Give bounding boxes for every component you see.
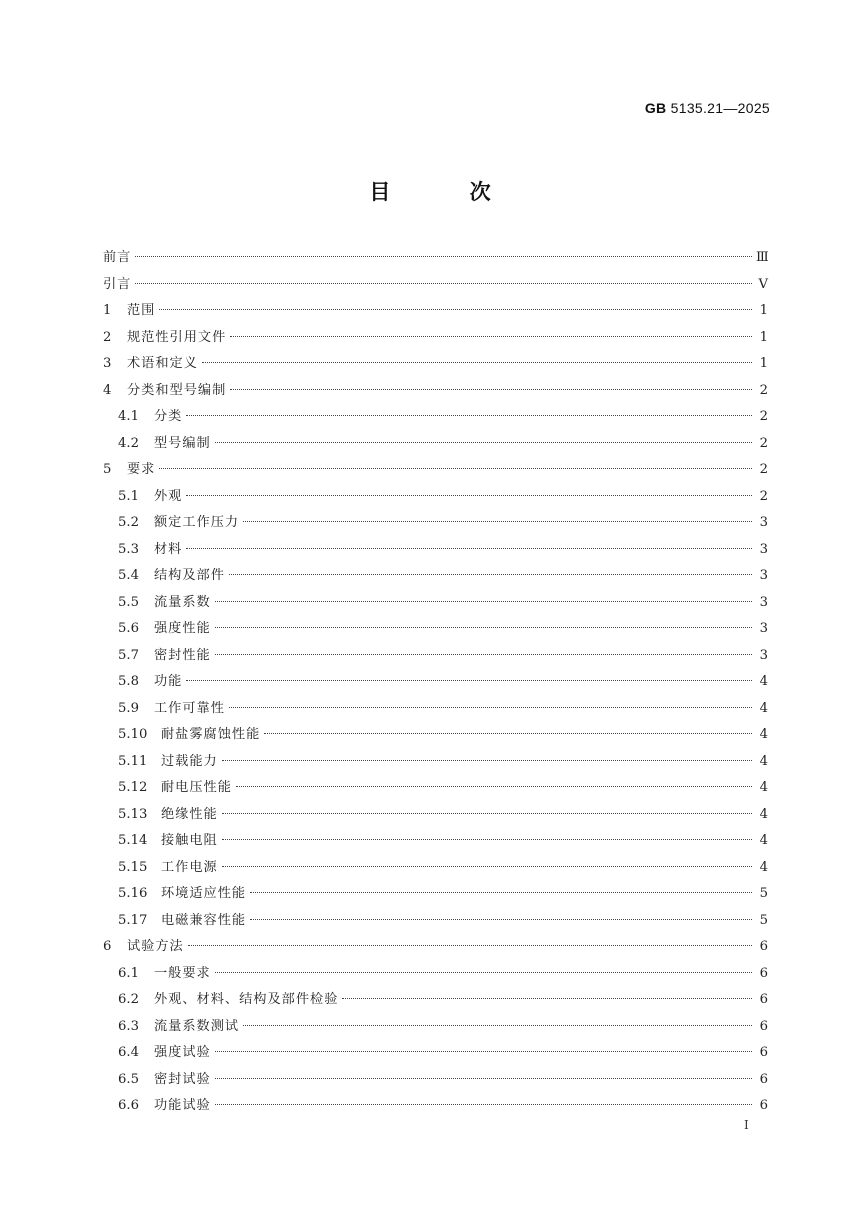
toc-entry-number: 1 [103, 303, 112, 318]
toc-dot-leader [222, 760, 752, 761]
toc-dot-leader [264, 733, 752, 734]
toc-entry-page: 3 [759, 647, 768, 663]
toc-entry[interactable] [103, 537, 768, 564]
toc-entry[interactable] [103, 669, 768, 696]
toc-entry-number: 5.3 [118, 541, 139, 557]
toc-entry-number: 5.16 [118, 886, 148, 901]
toc-entry-page: 4 [759, 700, 768, 716]
toc-entry-number: 4.1 [118, 409, 139, 424]
toc-entry-page: 2 [759, 382, 768, 398]
toc-entry[interactable] [103, 1093, 768, 1120]
toc-entry-number: 5.6 [118, 621, 139, 636]
toc-entry-page: 1 [759, 356, 768, 371]
toc-entry[interactable] [103, 484, 768, 511]
toc-entry-label: 引言 [103, 276, 132, 292]
toc-dot-leader [243, 1025, 752, 1026]
toc-dot-leader [229, 574, 752, 575]
toc-dot-leader [230, 336, 752, 337]
toc-dot-leader [186, 415, 752, 416]
toc-entry[interactable] [103, 961, 768, 988]
toc-entry-page: 6 [759, 939, 768, 954]
toc-entry[interactable] [103, 855, 768, 882]
toc-entry-page: 5 [759, 912, 768, 928]
toc-dot-leader [186, 495, 752, 496]
toc-entry-label: 分类 [154, 409, 183, 424]
toc-entry[interactable] [103, 643, 768, 670]
toc-dot-leader [243, 521, 752, 522]
toc-entry-number: 5.7 [118, 647, 139, 663]
toc-entry-page: 1 [759, 303, 768, 318]
toc-entry-page: 3 [759, 594, 768, 610]
toc-entry[interactable] [103, 881, 768, 908]
toc-entry-label: 额定工作压力 [154, 515, 240, 530]
toc-entry[interactable] [103, 325, 768, 352]
toc-entry-number: 5.2 [118, 515, 139, 530]
toc-entry-page: 4 [759, 727, 768, 742]
toc-entry-number: 5 [103, 462, 112, 477]
toc-entry[interactable] [103, 245, 768, 272]
toc-entry[interactable] [103, 696, 768, 723]
toc-entry[interactable] [103, 934, 768, 961]
toc-entry-page: 1 [759, 329, 768, 345]
toc-entry[interactable] [103, 1014, 768, 1041]
toc-entry-page: 4 [759, 806, 768, 822]
toc-entry[interactable] [103, 298, 768, 325]
toc-entry-label: 术语和定义 [127, 356, 198, 371]
toc-entry-label: 功能 [154, 674, 183, 689]
toc-entry-page: 6 [759, 1071, 768, 1087]
toc-dot-leader [222, 866, 752, 867]
toc-entry-label: 材料 [154, 541, 183, 557]
toc-entry-number: 6 [103, 939, 112, 954]
toc-dot-leader [215, 1078, 752, 1079]
toc-entry[interactable] [103, 457, 768, 484]
toc-dot-leader [135, 283, 752, 284]
toc-dot-leader [159, 468, 752, 469]
toc-entry-label: 工作可靠性 [154, 700, 225, 716]
toc-entry-page: 3 [759, 621, 768, 636]
toc-entry-number: 6.5 [118, 1071, 139, 1087]
toc-entry-number: 4.2 [118, 435, 139, 451]
toc-entry-number: 5.12 [118, 780, 148, 795]
toc-entry-label: 试验方法 [127, 939, 184, 954]
toc-entry-label: 密封性能 [154, 647, 211, 663]
toc-entry-number: 6.2 [118, 992, 139, 1007]
toc-entry-label: 强度性能 [154, 621, 211, 636]
toc-entry-label: 范围 [127, 303, 156, 318]
toc-dot-leader [215, 1051, 752, 1052]
toc-dot-leader [186, 548, 752, 549]
toc-entry[interactable] [103, 802, 768, 829]
toc-dot-leader [222, 839, 752, 840]
toc-entry-label: 前言 [103, 250, 132, 265]
toc-entry-label: 型号编制 [154, 435, 211, 451]
toc-entry-page: 2 [759, 435, 768, 451]
toc-entry[interactable] [103, 404, 768, 431]
toc-entry-number: 5.4 [118, 568, 139, 583]
toc-entry-number: 5.10 [118, 727, 148, 742]
toc-entry-number: 6.1 [118, 965, 139, 981]
toc-entry[interactable] [103, 1040, 768, 1067]
toc-entry-number: 5.14 [118, 833, 148, 848]
toc-entry-page: 4 [759, 780, 768, 795]
toc-entry[interactable] [103, 987, 768, 1014]
toc-entry-page: 2 [759, 488, 768, 504]
toc-entry-page: 6 [759, 1018, 768, 1034]
toc-entry-label: 强度试验 [154, 1045, 211, 1060]
toc-entry[interactable] [103, 1067, 768, 1094]
toc-entry-label: 流量系数测试 [154, 1018, 240, 1034]
toc-entry[interactable] [103, 378, 768, 405]
toc-dot-leader [342, 998, 752, 999]
toc-entry[interactable] [103, 616, 768, 643]
page-title: 目 次 [369, 179, 527, 204]
toc-entry-label: 一般要求 [154, 965, 211, 981]
toc-dot-leader [188, 945, 752, 946]
toc-entry-label: 功能试验 [154, 1098, 211, 1113]
toc-entry-number: 5.1 [118, 488, 139, 504]
toc-entry-number: 5.13 [118, 806, 148, 822]
toc-entry-number: 6.6 [118, 1098, 139, 1113]
toc-entry-page: 5 [759, 886, 768, 901]
toc-entry-number: 5.11 [118, 753, 148, 769]
toc-entry-label: 过载能力 [161, 753, 218, 769]
toc-dot-leader [215, 601, 752, 602]
toc-dot-leader [230, 389, 752, 390]
toc-entry-number: 5.8 [118, 674, 139, 689]
table-of-contents [103, 245, 768, 1120]
toc-entry-page: 6 [759, 965, 768, 981]
toc-dot-leader [250, 892, 752, 893]
toc-entry-label: 规范性引用文件 [127, 329, 227, 345]
toc-entry-number: 5.15 [118, 859, 148, 875]
toc-dot-leader [250, 919, 752, 920]
toc-entry-page: 3 [759, 568, 768, 583]
toc-dot-leader [135, 256, 752, 257]
toc-entry-label: 耐盐雾腐蚀性能 [161, 727, 261, 742]
toc-dot-leader [202, 362, 752, 363]
toc-entry-page: 3 [759, 541, 768, 557]
toc-entry-label: 环境适应性能 [161, 886, 247, 901]
toc-entry-page: Ⅲ [756, 250, 769, 265]
toc-entry-label: 绝缘性能 [161, 806, 218, 822]
toc-entry[interactable] [103, 590, 768, 617]
toc-entry[interactable] [103, 351, 768, 378]
toc-entry-page: 2 [759, 409, 768, 424]
toc-entry-label: 接触电阻 [161, 833, 218, 848]
toc-entry-label: 电磁兼容性能 [161, 912, 247, 928]
standard-number: 5135.21—2025 [670, 100, 770, 116]
toc-entry-page: 4 [759, 674, 768, 689]
toc-dot-leader [215, 627, 752, 628]
toc-entry[interactable] [103, 510, 768, 537]
toc-entry[interactable] [103, 272, 768, 299]
toc-entry[interactable] [103, 828, 768, 855]
toc-entry-page: Ⅴ [758, 276, 768, 292]
toc-entry-page: 3 [759, 515, 768, 530]
toc-entry-page: 4 [759, 859, 768, 875]
toc-dot-leader [222, 813, 752, 814]
toc-dot-leader [215, 1104, 752, 1105]
toc-entry-page: 4 [759, 753, 768, 769]
toc-entry-page: 2 [759, 462, 768, 477]
toc-entry[interactable] [103, 431, 768, 458]
toc-entry-number: 5.17 [118, 912, 148, 928]
toc-dot-leader [186, 680, 752, 681]
toc-entry-label: 密封试验 [154, 1071, 211, 1087]
toc-entry[interactable] [103, 908, 768, 935]
toc-entry-label: 工作电源 [161, 859, 218, 875]
toc-dot-leader [215, 442, 752, 443]
toc-entry-label: 要求 [127, 462, 156, 477]
toc-entry-number: 6.3 [118, 1018, 139, 1034]
toc-entry-number: 5.5 [118, 594, 139, 610]
toc-entry-number: 3 [103, 356, 112, 371]
toc-entry-number: 6.4 [118, 1045, 139, 1060]
page-folio: I [744, 1118, 749, 1132]
toc-entry[interactable] [103, 563, 768, 590]
toc-entry-label: 流量系数 [154, 594, 211, 610]
toc-entry-number: 4 [103, 382, 112, 398]
toc-entry-number: 5.9 [118, 700, 139, 716]
toc-dot-leader [215, 972, 752, 973]
toc-dot-leader [159, 309, 752, 310]
toc-entry[interactable] [103, 722, 768, 749]
toc-entry-label: 结构及部件 [154, 568, 225, 583]
toc-entry-number: 2 [103, 329, 112, 345]
toc-entry-page: 6 [759, 1098, 768, 1113]
toc-entry-label: 耐电压性能 [161, 780, 232, 795]
toc-entry-page: 6 [759, 1045, 768, 1060]
toc-dot-leader [236, 786, 752, 787]
toc-entry-label: 分类和型号编制 [127, 382, 227, 398]
toc-entry-label: 外观、材料、结构及部件检验 [154, 992, 339, 1007]
standard-prefix: GB [644, 100, 667, 116]
toc-entry-label: 外观 [154, 488, 183, 504]
toc-dot-leader [215, 654, 752, 655]
toc-dot-leader [229, 707, 752, 708]
standard-code [645, 100, 770, 116]
toc-entry-page: 6 [759, 992, 768, 1007]
toc-entry-page: 4 [759, 833, 768, 848]
toc-entry[interactable] [103, 775, 768, 802]
toc-entry[interactable] [103, 749, 768, 776]
